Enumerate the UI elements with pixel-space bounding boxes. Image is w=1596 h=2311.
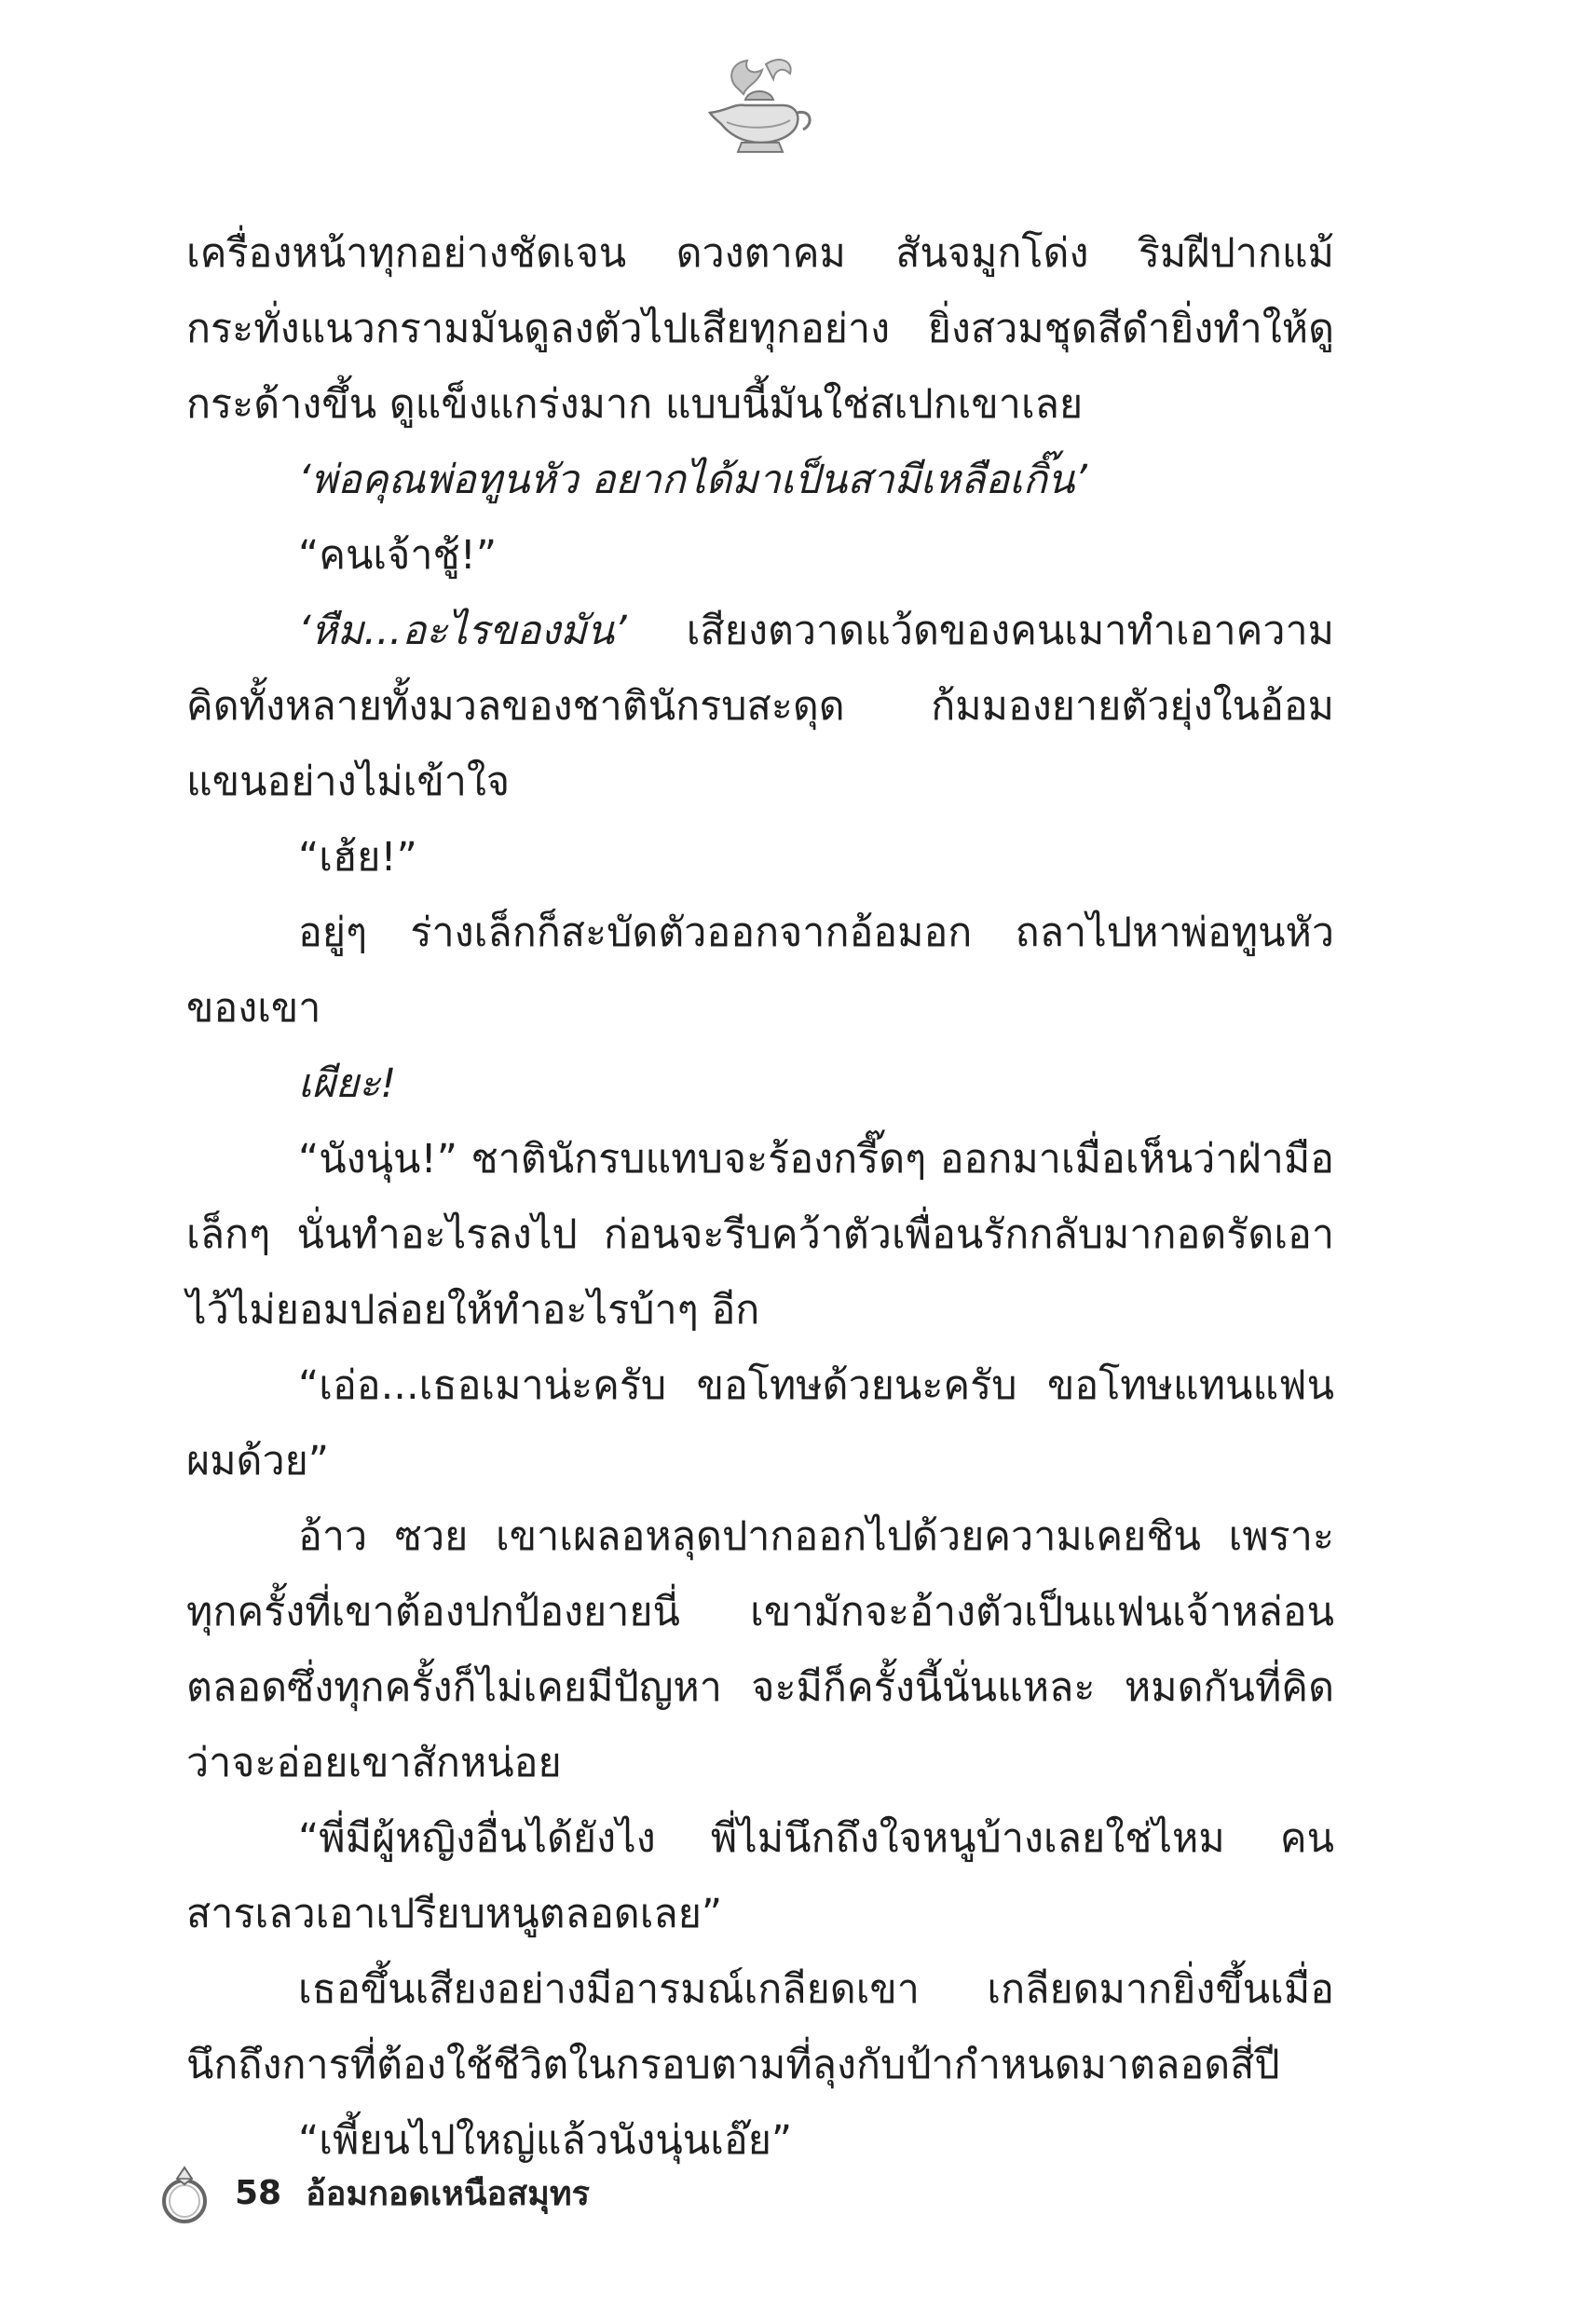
paragraph: อยู่ๆ ร่างเล็กก็สะบัดตัวออกจากอ้อมอก ถลาไปหาพ่อทูนหัวของเขา	[186, 909, 1334, 1032]
paragraph-dialogue: “พี่มีผู้หญิงอื่นได้ยังไง พี่ไม่นึกถึงใจหนูบ้างเลยใช่ไหม คนสารเลวเอาเปรียบหนูตลอดเลย”	[186, 1815, 1334, 1937]
paragraph-dialogue: “เพี้ยนไปใหญ่แล้วนังนุ่นเอ๊ย”	[298, 2117, 793, 2164]
paragraph: เธอขึ้นเสียงอย่างมีอารมณ์เกลียดเขา เกลียดมากยิ่งขึ้นเมื่อนึกถึงการที่ต้องใช้ชีวิตในกรอบตามที่ลุงกับป้ากำหนดมาตลอดสี่ปี	[186, 1966, 1334, 2088]
page-footer	[157, 2160, 590, 2225]
paragraph	[186, 594, 1334, 820]
paragraph: “นังนุ่น!” ชาตินักรบแทบจะร้องกรี๊ดๆ ออกมาเมื่อเห็นว่าฝ่ามือเล็กๆ นั่นทำอะไรลงไป ก่อนจะรีบคว้าตัวเพื่อนรักกลับมากอดรัดเอาไว้ไม่ยอมปล่อยให้ทำอะไรบ้าๆ อีก	[186, 1136, 1334, 1333]
paragraph-dialogue: “เอ่อ...เธอเมาน่ะครับ ขอโทษด้วยนะครับ ขอโทษแทนแฟนผมด้วย”	[186, 1362, 1334, 1484]
diamond-ring-icon	[157, 2160, 214, 2225]
book-title: อ้อมกอดเหนือสมุทร	[306, 2174, 590, 2213]
paragraph: อ้าว ซวย เขาเผลอหลุดปากออกไปด้วยความเคยชิน เพราะทุกครั้งที่เขาต้องปกป้องยายนี่ เขามักจะอ้างตัวเป็นแฟนเจ้าหล่อนตลอดซึ่งทุกครั้งก็ไม่เคยมีปัญหา จะมีก็ครั้งนี้นั่นแหละ หมดกันที่คิดว่าจะอ่อยเขาสักหน่อย	[186, 1513, 1334, 1786]
paragraph-dialogue: “คนเจ้าชู้!”	[298, 532, 498, 579]
paragraph-text: เสียงตวาดแว้ดของคนเมาทำเอาความคิดทั้งหลายทั้งมวลของชาตินักรบสะดุด ก้มมองยายตัวยุ่งในอ้อมแขนอย่างไม่เข้าใจ	[186, 608, 1334, 805]
paragraph-dialogue: “เฮ้ย!”	[298, 834, 417, 881]
genie-lamp-icon	[689, 51, 820, 163]
paragraph-sound-effect: เผียะ!	[298, 1060, 397, 1107]
paragraph-inner-thought: ‘พ่อคุณพ่อทูนหัว อยากได้มาเป็นสามีเหลือเกิ๊น’	[298, 457, 1087, 503]
chapter-body-text	[186, 216, 1334, 2179]
paragraph: เครื่องหน้าทุกอย่างชัดเจน ดวงตาคม สันจมูกโด่ง ริมฝีปากแม้กระทั่งแนวกรามมันดูลงตัวไปเสียทุกอย่าง ยิ่งสวมชุดสีดำยิ่งทำให้ดูกระด้างขึ้น ดูแข็งแกร่งมาก แบบนี้มันใช่สเปกเขาเลย	[186, 230, 1334, 428]
inner-thought-lead: ‘หืม...อะไรของมัน’	[298, 608, 627, 654]
page-number: 58	[235, 2173, 282, 2212]
